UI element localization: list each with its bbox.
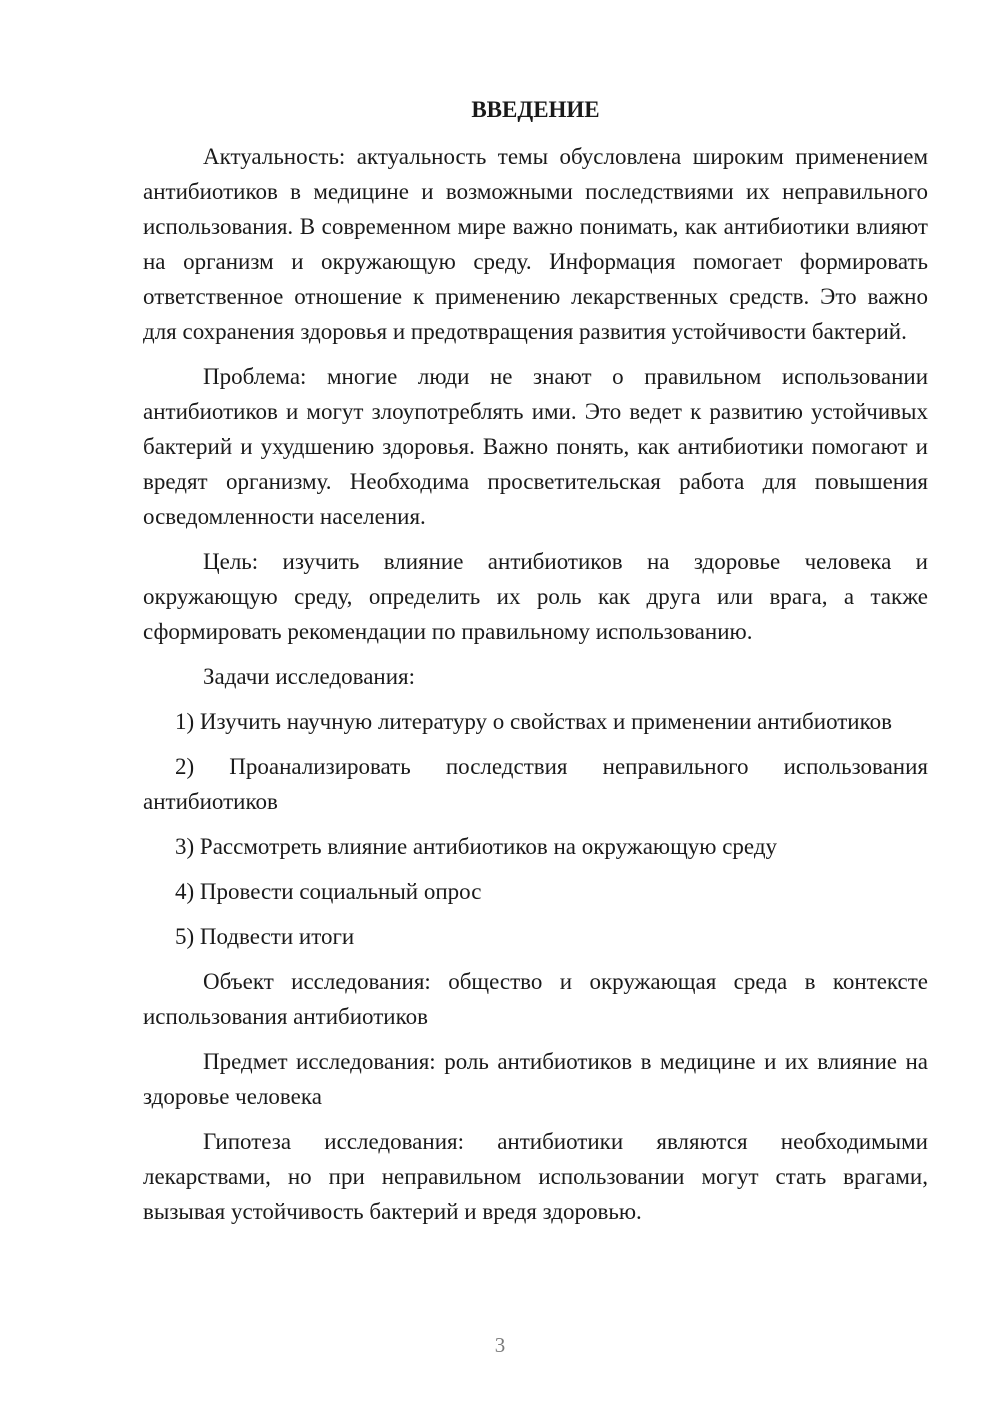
relevance-paragraph: Актуальность: актуальность темы обусловлена широким применением антибиотиков в медицине и возможными последствиями их неправильного использования. В современном мире важно понимать, как антибиотики влияют на организм и окружающую среду. Информация помогает формировать ответственное отношение к применению лекарственных средств. Это важно для сохранения здоровья и предотвращения развития устойчивости бактерий. bbox=[143, 144, 928, 344]
task-item-4: 4) Провести социальный опрос bbox=[175, 879, 482, 904]
goal-paragraph: Цель: изучить влияние антибиотиков на здоровье человека и окружающую среду, определить их роль как друга или врага, а также сформировать рекомендации по правильному использованию. bbox=[143, 549, 928, 644]
section-title: ВВЕДЕНИЕ bbox=[471, 97, 600, 122]
page-content bbox=[143, 92, 928, 1239]
hypothesis-paragraph: Гипотеза исследования: антибиотики являются необходимыми лекарствами, но при неправильном использовании могут стать врагами, вызывая устойчивость бактерий и вредя здоровью. bbox=[143, 1129, 928, 1224]
task-item-2: 2) Проанализировать последствия неправильного использования антибиотиков bbox=[143, 754, 928, 814]
problem-paragraph: Проблема: многие люди не знают о правильном использовании антибиотиков и могут злоупотреблять ими. Это ведет к развитию устойчивых бактерий и ухудшению здоровья. Важно понять, как антибиотики помогают и вредят организму. Необходима просветительская работа для повышения осведомленности населения. bbox=[143, 364, 928, 529]
task-item-5: 5) Подвести итоги bbox=[175, 924, 355, 949]
page-number: 3 bbox=[494, 1333, 506, 1357]
tasks-heading: Задачи исследования: bbox=[203, 664, 416, 689]
subject-paragraph: Предмет исследования: роль антибиотиков в медицине и их влияние на здоровье человека bbox=[143, 1049, 928, 1109]
object-paragraph: Объект исследования: общество и окружающая среда в контексте использования антибиотиков bbox=[143, 969, 928, 1029]
task-item-1: 1) Изучить научную литературу о свойствах и применении антибиотиков bbox=[175, 709, 892, 734]
task-item-3: 3) Рассмотреть влияние антибиотиков на окружающую среду bbox=[175, 834, 778, 859]
